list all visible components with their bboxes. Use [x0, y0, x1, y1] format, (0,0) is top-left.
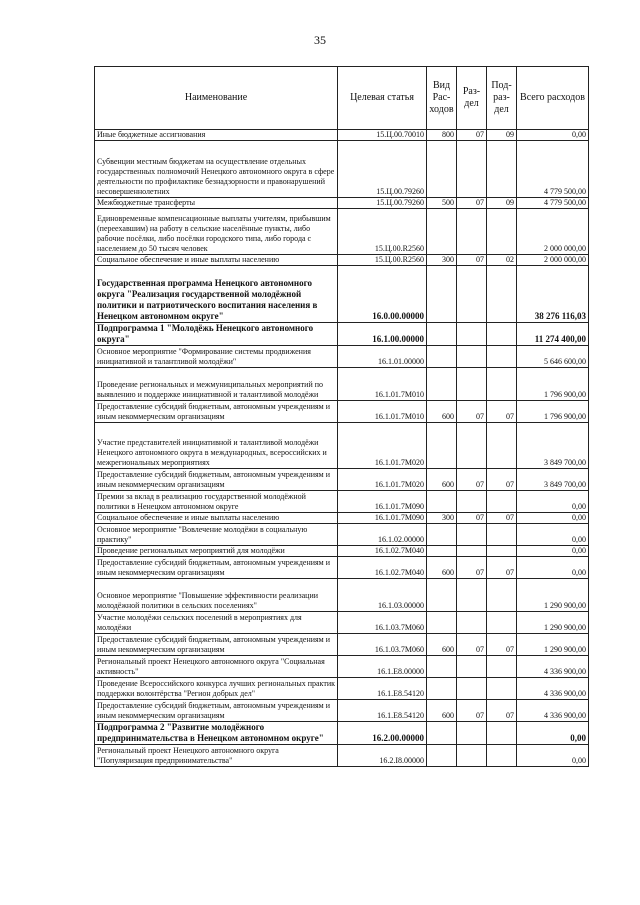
cell-razdel	[457, 266, 487, 323]
cell-target: 16.1.01.00000	[338, 346, 427, 368]
cell-vid: 600	[427, 469, 457, 491]
cell-total: 4 336 900,00	[517, 678, 589, 700]
cell-razdel	[457, 491, 487, 513]
cell-vid: 300	[427, 255, 457, 266]
cell-target: 16.1.Е8.54120	[338, 700, 427, 722]
cell-vid	[427, 209, 457, 255]
table-row	[95, 141, 589, 198]
cell-target: 16.1.02.7М040	[338, 546, 427, 557]
cell-target: 16.1.Е8.54120	[338, 678, 427, 700]
cell-razdel: 07	[457, 513, 487, 524]
cell-name: Социальное обеспечение и иные выплаты населению	[95, 255, 338, 266]
cell-total: 0,00	[517, 513, 589, 524]
table-row	[95, 266, 589, 323]
cell-razdel	[457, 722, 487, 745]
cell-razdel: 07	[457, 700, 487, 722]
cell-razdel	[457, 524, 487, 546]
cell-total: 4 336 900,00	[517, 700, 589, 722]
cell-vid: 600	[427, 557, 457, 579]
cell-vid	[427, 656, 457, 678]
cell-target: 16.1.03.7М060	[338, 612, 427, 634]
cell-total: 4 779 500,00	[517, 141, 589, 198]
cell-total: 0,00	[517, 491, 589, 513]
cell-vid	[427, 678, 457, 700]
cell-razdel	[457, 612, 487, 634]
cell-total: 4 336 900,00	[517, 656, 589, 678]
cell-podrazdel	[487, 612, 517, 634]
cell-vid	[427, 346, 457, 368]
cell-vid	[427, 745, 457, 767]
cell-name: Социальное обеспечение и иные выплаты населению	[95, 513, 338, 524]
cell-razdel: 07	[457, 557, 487, 579]
cell-name: Государственная программа Ненецкого автономного округа "Реализация государственной молодёжной политики и патриотического воспитания населения в Ненецком автономном округе"	[95, 266, 338, 323]
cell-podrazdel	[487, 678, 517, 700]
cell-vid	[427, 141, 457, 198]
table-row	[95, 513, 589, 524]
cell-total: 3 849 700,00	[517, 469, 589, 491]
cell-podrazdel: 07	[487, 513, 517, 524]
cell-total: 0,00	[517, 722, 589, 745]
cell-podrazdel: 07	[487, 469, 517, 491]
cell-name: Межбюджетные трансферты	[95, 198, 338, 209]
cell-podrazdel	[487, 524, 517, 546]
table-row	[95, 346, 589, 368]
cell-razdel	[457, 678, 487, 700]
cell-total: 0,00	[517, 557, 589, 579]
cell-vid	[427, 323, 457, 346]
cell-podrazdel	[487, 745, 517, 767]
cell-podrazdel: 02	[487, 255, 517, 266]
cell-target: 16.0.00.00000	[338, 266, 427, 323]
cell-podrazdel	[487, 656, 517, 678]
cell-razdel: 07	[457, 130, 487, 141]
cell-target: 16.2.00.00000	[338, 722, 427, 745]
cell-total: 1 290 900,00	[517, 634, 589, 656]
cell-vid	[427, 579, 457, 612]
cell-podrazdel	[487, 579, 517, 612]
header-total: Всего расходов	[517, 67, 589, 130]
cell-podrazdel: 07	[487, 557, 517, 579]
cell-podrazdel	[487, 368, 517, 401]
cell-vid: 300	[427, 513, 457, 524]
cell-name: Участие представителей инициативной и талантливой молодёжи Ненецкого автономного округа в международных, всероссийских и межрегиональных мероприятиях	[95, 423, 338, 469]
table-row	[95, 491, 589, 513]
table-row	[95, 557, 589, 579]
cell-total: 1 290 900,00	[517, 612, 589, 634]
header-vid: Вид Рас-ходов	[427, 67, 457, 130]
cell-target: 16.1.01.7М090	[338, 491, 427, 513]
cell-podrazdel	[487, 141, 517, 198]
cell-total: 1 796 900,00	[517, 401, 589, 423]
cell-razdel: 07	[457, 469, 487, 491]
table-row	[95, 678, 589, 700]
cell-total: 5 646 600,00	[517, 346, 589, 368]
cell-total: 2 000 000,00	[517, 209, 589, 255]
header-target: Целевая статья	[338, 67, 427, 130]
cell-name: Предоставление субсидий бюджетным, автономным учреждениям и иным некоммерческим организациям	[95, 634, 338, 656]
cell-vid: 500	[427, 198, 457, 209]
cell-podrazdel	[487, 266, 517, 323]
cell-name: Проведение Всероссийского конкурса лучших региональных практик поддержки волонтёрства "Регион добрых дел"	[95, 678, 338, 700]
cell-target: 16.1.02.7М040	[338, 557, 427, 579]
cell-target: 15.Ц.00.79260	[338, 141, 427, 198]
cell-name: Единовременные компенсационные выплаты учителям, прибывшим (переехавшим) на работу в сельские населённые пункты, либо рабочие посёлки, либо посёлки городского типа, либо города с населением до 50 тысяч человек	[95, 209, 338, 255]
header-razdel: Раз-дел	[457, 67, 487, 130]
cell-podrazdel: 09	[487, 130, 517, 141]
cell-vid	[427, 266, 457, 323]
cell-razdel	[457, 745, 487, 767]
table-row	[95, 700, 589, 722]
cell-name: Подпрограмма 1 "Молодёжь Ненецкого автономного округа"	[95, 323, 338, 346]
cell-razdel: 07	[457, 198, 487, 209]
cell-name: Субвенции местным бюджетам на осуществление отдельных государственных полномочий Ненецкого автономного округа в сфере деятельности по профилактике безнадзорности и правонарушений несовершеннолетних	[95, 141, 338, 198]
table-row	[95, 656, 589, 678]
cell-razdel	[457, 323, 487, 346]
cell-total: 1 290 900,00	[517, 579, 589, 612]
table-row	[95, 255, 589, 266]
cell-name: Предоставление субсидий бюджетным, автономным учреждениям и иным некоммерческим организациям	[95, 469, 338, 491]
cell-name: Участие молодёжи сельских поселений в мероприятиях для молодёжи	[95, 612, 338, 634]
cell-name: Основное мероприятие "Повышение эффективности реализации молодёжной политики в сельских поселениях"	[95, 579, 338, 612]
cell-podrazdel	[487, 491, 517, 513]
cell-target: 16.1.01.7М010	[338, 401, 427, 423]
cell-podrazdel	[487, 423, 517, 469]
cell-target: 16.1.01.7М020	[338, 469, 427, 491]
table-header-row	[95, 67, 589, 130]
cell-podrazdel: 09	[487, 198, 517, 209]
table-row	[95, 209, 589, 255]
cell-target: 16.1.Е8.00000	[338, 656, 427, 678]
cell-razdel: 07	[457, 401, 487, 423]
cell-name: Проведение региональных и межмуниципальных мероприятий по выявлению и поддержке инициативной и талантливой молодёжи	[95, 368, 338, 401]
table-row	[95, 612, 589, 634]
cell-razdel	[457, 141, 487, 198]
page-number: 35	[314, 33, 326, 47]
cell-razdel	[457, 346, 487, 368]
cell-target: 16.1.03.7М060	[338, 634, 427, 656]
cell-total: 4 779 500,00	[517, 198, 589, 209]
table-row	[95, 745, 589, 767]
cell-target: 16.2.I8.00000	[338, 745, 427, 767]
table-row	[95, 722, 589, 745]
cell-vid	[427, 368, 457, 401]
cell-name: Премии за вклад в реализацию государственной молодёжной политики в Ненецком автономном округе	[95, 491, 338, 513]
cell-podrazdel	[487, 323, 517, 346]
cell-target: 15.Ц.00.79260	[338, 198, 427, 209]
cell-total: 3 849 700,00	[517, 423, 589, 469]
cell-total: 2 000 000,00	[517, 255, 589, 266]
cell-vid	[427, 546, 457, 557]
table-row	[95, 401, 589, 423]
cell-razdel	[457, 546, 487, 557]
cell-target: 16.1.01.7М020	[338, 423, 427, 469]
table-row	[95, 579, 589, 612]
cell-podrazdel	[487, 546, 517, 557]
cell-target: 16.1.03.00000	[338, 579, 427, 612]
cell-vid	[427, 491, 457, 513]
cell-target: 15.Ц.00.R2560	[338, 209, 427, 255]
cell-razdel	[457, 656, 487, 678]
cell-podrazdel: 07	[487, 401, 517, 423]
cell-total: 0,00	[517, 130, 589, 141]
cell-vid	[427, 524, 457, 546]
cell-vid	[427, 612, 457, 634]
cell-name: Региональный проект Ненецкого автономного округа "Социальная активность"	[95, 656, 338, 678]
table-row	[95, 634, 589, 656]
cell-vid: 600	[427, 401, 457, 423]
table-row	[95, 546, 589, 557]
cell-total: 0,00	[517, 546, 589, 557]
cell-name: Предоставление субсидий бюджетным, автономным учреждениям и иным некоммерческим организациям	[95, 557, 338, 579]
cell-name: Предоставление субсидий бюджетным, автономным учреждениям и иным некоммерческим организациям	[95, 401, 338, 423]
cell-vid	[427, 423, 457, 469]
cell-razdel	[457, 423, 487, 469]
cell-razdel	[457, 579, 487, 612]
cell-vid: 600	[427, 634, 457, 656]
cell-podrazdel: 07	[487, 700, 517, 722]
cell-total: 38 276 116,03	[517, 266, 589, 323]
header-name: Наименование	[95, 67, 338, 130]
cell-razdel	[457, 209, 487, 255]
cell-vid	[427, 722, 457, 745]
table-body	[95, 130, 589, 767]
cell-name: Региональный проект Ненецкого автономного округа "Популяризация предпринимательства"	[95, 745, 338, 767]
table-row	[95, 469, 589, 491]
cell-total: 0,00	[517, 745, 589, 767]
cell-podrazdel	[487, 722, 517, 745]
table-row	[95, 198, 589, 209]
table-row	[95, 368, 589, 401]
cell-podrazdel: 07	[487, 634, 517, 656]
cell-total: 11 274 400,00	[517, 323, 589, 346]
cell-vid: 600	[427, 700, 457, 722]
cell-name: Подпрограмма 2 "Развитие молодёжного предпринимательства в Ненецком автономном округе"	[95, 722, 338, 745]
cell-razdel: 07	[457, 634, 487, 656]
cell-podrazdel	[487, 209, 517, 255]
cell-target: 15.Ц.00.70010	[338, 130, 427, 141]
budget-table	[94, 66, 589, 767]
cell-name: Основное мероприятие "Формирование системы продвижения инициативной и талантливой молодёжи"	[95, 346, 338, 368]
cell-podrazdel	[487, 346, 517, 368]
cell-razdel: 07	[457, 255, 487, 266]
cell-target: 16.1.01.7М090	[338, 513, 427, 524]
cell-target: 16.1.01.7М010	[338, 368, 427, 401]
cell-razdel	[457, 368, 487, 401]
cell-total: 0,00	[517, 524, 589, 546]
cell-target: 16.1.00.00000	[338, 323, 427, 346]
table-row	[95, 524, 589, 546]
cell-name: Предоставление субсидий бюджетным, автономным учреждениям и иным некоммерческим организациям	[95, 700, 338, 722]
cell-name: Иные бюджетные ассигнования	[95, 130, 338, 141]
cell-name: Основное мероприятие "Вовлечение молодёжи в социальную практику"	[95, 524, 338, 546]
cell-target: 16.1.02.00000	[338, 524, 427, 546]
table-row	[95, 323, 589, 346]
cell-vid: 800	[427, 130, 457, 141]
table-row	[95, 423, 589, 469]
cell-total: 1 796 900,00	[517, 368, 589, 401]
header-podrazdel: Под-раз-дел	[487, 67, 517, 130]
table-row	[95, 130, 589, 141]
cell-target: 15.Ц.00.R2560	[338, 255, 427, 266]
cell-name: Проведение региональных мероприятий для молодёжи	[95, 546, 338, 557]
